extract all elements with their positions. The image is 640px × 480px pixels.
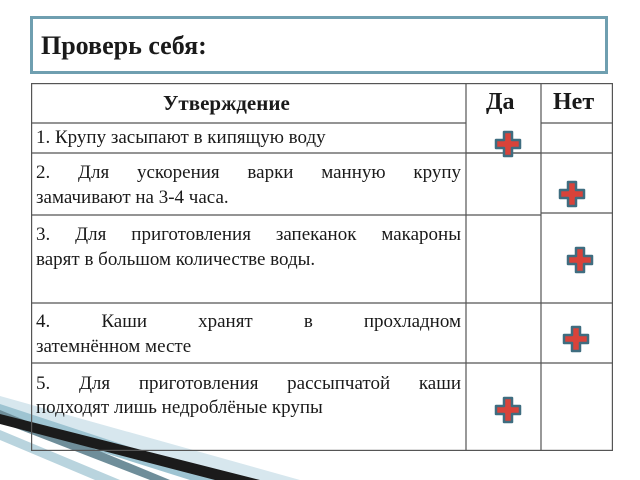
statement-4-line-2: затемнённом месте: [36, 336, 192, 357]
title-box: [30, 16, 608, 74]
statement-2-line-2: замачивают на 3-4 часа.: [36, 187, 229, 208]
statement-4-line-1: 4. Каши хранят в прохладном: [36, 311, 461, 332]
header-yes: Да: [486, 89, 515, 115]
statement-5-line-1: 5. Для приготовления рассыпчатой каши: [36, 373, 461, 394]
header-statement: Утверждение: [163, 91, 290, 115]
header-no: Нет: [553, 89, 595, 115]
plus-icon: [558, 180, 586, 208]
plus-icon: [494, 130, 522, 158]
statement-2-line-1: 2. Для ускорения варки манную крупу: [36, 162, 461, 183]
page-title: Проверь себя:: [41, 31, 207, 60]
statement-1-line-1: 1. Крупу засыпают в кипящую воду: [36, 127, 326, 148]
plus-icon: [566, 246, 594, 274]
plus-icon: [562, 325, 590, 353]
statement-5-line-2: подходят лишь недроблёные крупы: [36, 397, 323, 418]
statement-3-line-2: варят в большом количестве воды.: [36, 249, 316, 270]
plus-icon: [494, 396, 522, 424]
statement-3-line-1: 3. Для приготовления запеканок макароны: [36, 224, 461, 245]
